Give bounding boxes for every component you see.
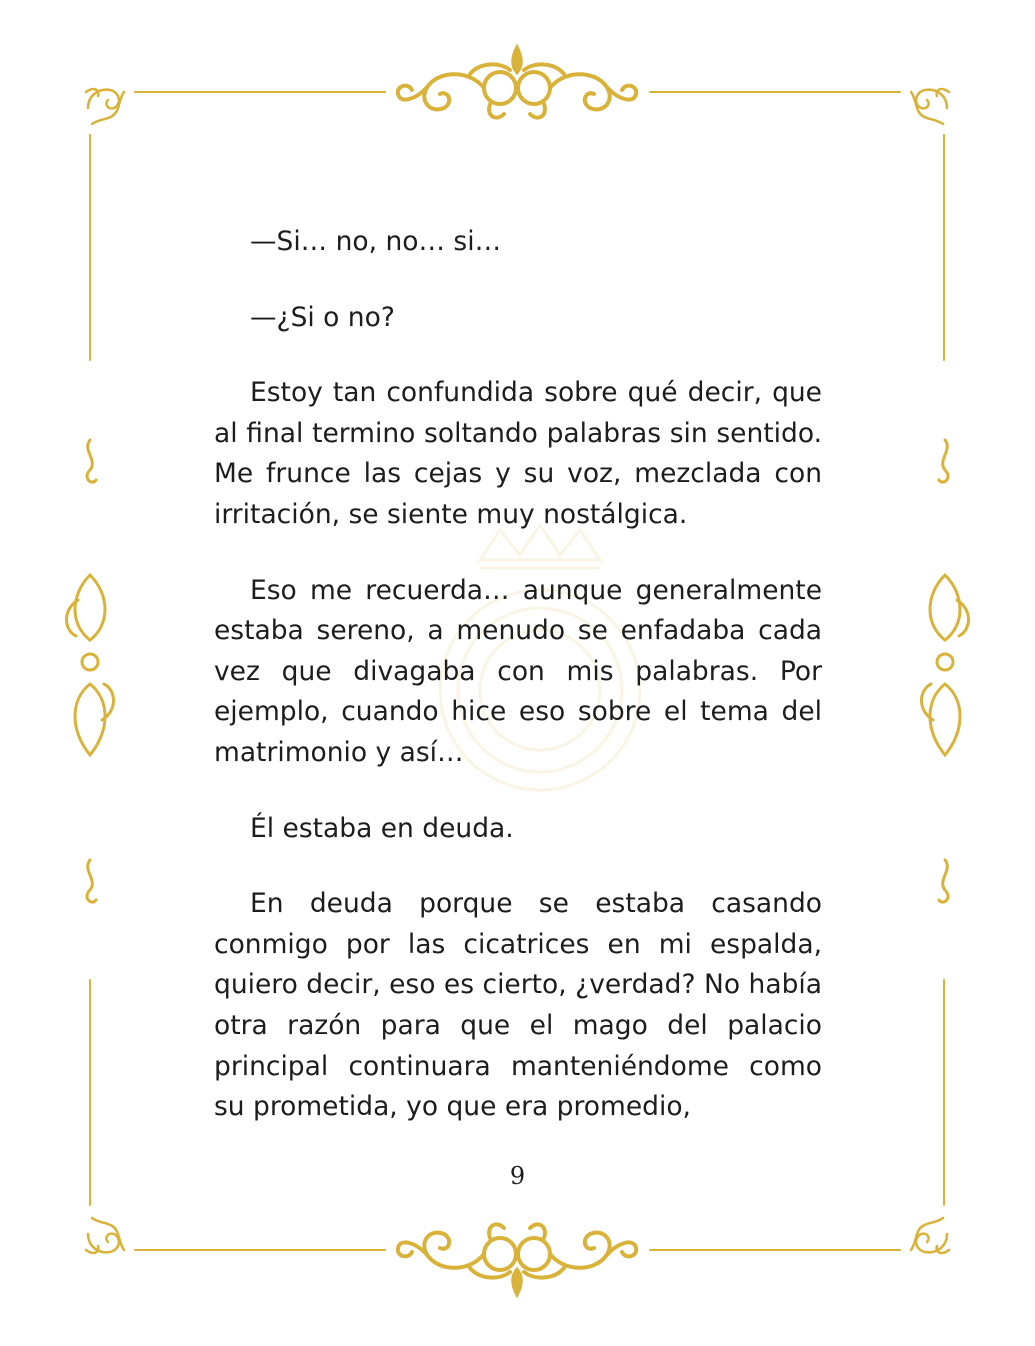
right-side-ornament-icon	[922, 440, 969, 902]
bottom-flourish-icon	[398, 1224, 636, 1294]
page-number: 9	[509, 1162, 526, 1190]
paragraph: Eso me recuerda… aunque generalmente estaba sereno, a menudo se enfadaba cada vez que divagaba con mis palabras. Por ejemplo, cuando hice eso sobre el tema del matrimonio y así…	[214, 574, 822, 768]
paragraph: Estoy tan confundida sobre qué decir, que al final termino soltando palabras sin sentido. Me frunce las cejas y su voz, mezclada con irritación, se siente muy nostálgica.	[214, 377, 822, 530]
left-side-ornament-icon	[67, 440, 114, 902]
corner-ornament-bottom-right-icon	[911, 1218, 949, 1253]
corner-ornament-top-left-icon	[86, 89, 124, 124]
top-flourish-icon	[398, 48, 636, 118]
paragraph: Él estaba en deuda.	[250, 812, 514, 844]
corner-ornament-top-right-icon	[911, 89, 949, 124]
corner-ornament-bottom-left-icon	[86, 1218, 124, 1253]
dialogue-line: —¿Si o no?	[250, 301, 395, 333]
dialogue-line: —Si… no, no… si…	[250, 226, 502, 257]
body-text	[214, 222, 822, 1163]
paragraph: En deuda porque se estaba casando conmigo por las cicatrices en mi espalda, quiero decir, eso es cierto, ¿verdad? No había otra razón para que el mago del palacio principal continuara manteniéndome como su prometida, yo que era promedio,	[214, 888, 822, 1123]
